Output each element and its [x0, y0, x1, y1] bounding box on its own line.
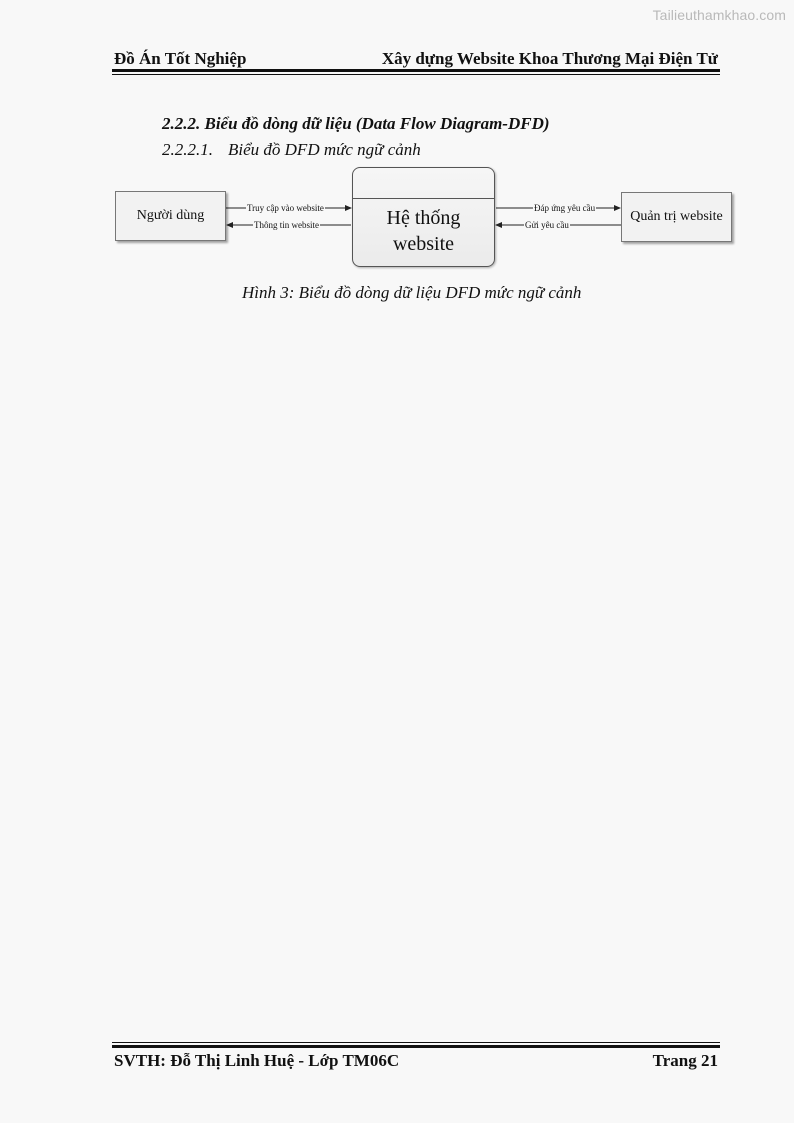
- figure-caption: Hình 3: Biểu đồ dòng dữ liệu DFD mức ngữ cảnh: [242, 283, 582, 302]
- flow-arrows: [0, 0, 794, 320]
- footer-rule-thick: [112, 1045, 720, 1048]
- entity-admin-label: Quản trị website: [630, 209, 723, 224]
- subsection-title: Biểu đồ DFD mức ngữ cảnh: [228, 140, 421, 159]
- process-label: [353, 205, 494, 257]
- process-label-line1: Hệ thống: [386, 207, 461, 229]
- header-title-left: Đồ Án Tốt Nghiệp: [114, 49, 247, 68]
- entity-user: [115, 191, 226, 241]
- footer-rule-thin: [112, 1042, 720, 1043]
- entity-user-label: Người dùng: [136, 208, 205, 223]
- footer-page-number: Trang 21: [652, 1051, 718, 1070]
- process-system: [352, 167, 495, 267]
- process-id-band: [353, 168, 494, 199]
- watermark: Tailieuthamkhao.com: [652, 7, 786, 23]
- header-title-right: Xây dựng Website Khoa Thương Mại Điện Tử: [381, 49, 718, 68]
- flow-label-user-to-system: Truy cập vào website: [247, 203, 324, 213]
- subsection-number: 2.2.2.1.: [162, 140, 213, 159]
- footer-author: SVTH: Đỗ Thị Linh Huệ - Lớp TM06C: [114, 1051, 400, 1070]
- section-heading: 2.2.2. Biểu đồ dòng dữ liệu (Data Flow Diagram-DFD): [162, 114, 550, 133]
- process-label-line2: website: [392, 233, 455, 255]
- flow-label-system-to-user: Thông tin website: [254, 220, 319, 230]
- flow-label-admin-to-system: Gửi yêu cầu: [525, 220, 569, 230]
- flow-label-system-to-admin: Đáp ứng yêu cầu: [534, 203, 596, 213]
- entity-admin: [621, 192, 732, 242]
